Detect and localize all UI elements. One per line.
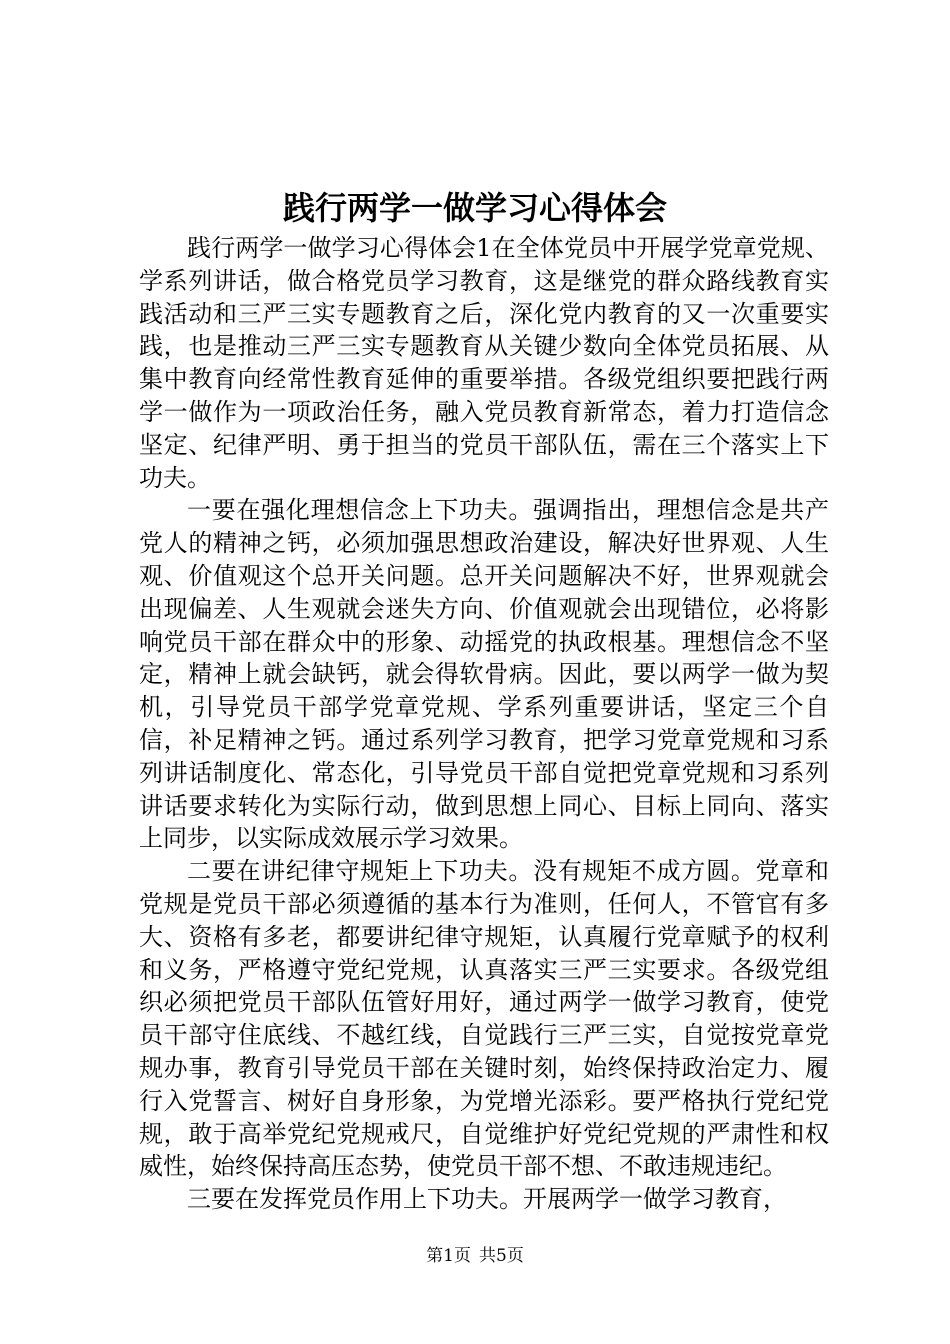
page-footer <box>0 1244 950 1268</box>
page-total: 共5页 <box>479 1246 524 1266</box>
document-title: 践行两学一做学习心得体会 <box>282 189 667 227</box>
paragraph-point-two: 二要在讲纪律守规矩上下功夫。没有规矩不成方圆。党章和党规是党员干部必须遵循的基本行为准则，任何人，不管官有多大、资格有多老，都要讲纪律守规矩，认真履行党章赋予的权利和义务，严格遵守党纪党规，认真落实三严三实要求。各级党组织必须把党员干部队伍管好用好，通过两学一做学习教育，使党员干部守住底线、不越红线，自觉践行三严三实，自觉按党章党规办事，教育引导党员干部在关键时刻，始终保持政治定力、履行入党誓言、树好自身形象，为党增光添彩。要严格执行党纪党规，敢于高举党纪党规戒尺，自觉维护好党纪党规的严肃性和权威性，始终保持高压态势，使党员干部不想、不敢违规违纪。 <box>139 857 829 1181</box>
paragraph-intro: 践行两学一做学习心得体会1在全体党员中开展学党章党规、学系列讲话，做合格党员学习教育，这是继党的群众路线教育实践活动和三严三实专题教育之后，深化党内教育的又一次重要实践，也是推动三严三实专题教育从关键少数向全体党员拓展、从集中教育向经常性教育延伸的重要举措。各级党组织要把践行两学一做作为一项政治任务，融入党员教育新常态，着力打造信念坚定、纪律严明、勇于担当的党员干部队伍，需在三个落实上下功夫。 <box>139 234 829 492</box>
document-body <box>139 232 829 1216</box>
paragraph-point-three: 三要在发挥党员作用上下功夫。开展两学一做学习教育， <box>187 1185 787 1214</box>
paragraph-point-one: 一要在强化理想信念上下功夫。强调指出，理想信念是共产党人的精神之钙，必须加强思想政治建设，解决好世界观、人生观、价值观这个总开关问题。总开关问题解决不好，世界观就会出现偏差、人生观就会迷失方向、价值观就会出现错位，必将影响党员干部在群众中的形象、动摇党的执政根基。理想信念不坚定，精神上就会缺钙，就会得软骨病。因此，要以两学一做为契机，引导党员干部学党章党规、学系列重要讲话，坚定三个自信，补足精神之钙。通过系列学习教育，把学习党章党规和习系列讲话制度化、常态化，引导党员干部自觉把党章党规和习系列讲话要求转化为实际行动，做到思想上同心、目标上同向、落实上同步，以实际成效展示学习效果。 <box>139 496 829 853</box>
page-number: 第1页 <box>426 1246 471 1266</box>
